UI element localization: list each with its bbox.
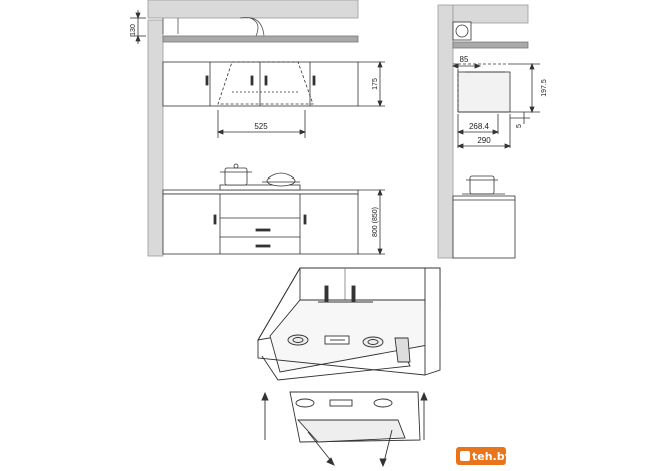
hood-width-label: 525 (254, 122, 268, 131)
front-shelf (163, 36, 358, 42)
front-ceiling (148, 0, 358, 18)
cabinet-height-label: 175 (372, 78, 379, 90)
hood-logo-icon (460, 451, 470, 461)
counter-height-label: 800 (850) (372, 207, 379, 237)
front-duct (163, 17, 264, 36)
ceiling-gap-label: 130 (130, 24, 137, 36)
depth-outer-label: 290 (477, 136, 491, 145)
hood-side-panel (425, 268, 440, 375)
side-pot-icon (470, 176, 494, 194)
front-wall (148, 20, 163, 256)
front-gap-label: 5 (516, 124, 523, 128)
lamp-left-icon (288, 335, 308, 345)
side-wall (438, 5, 453, 258)
side-height-label: 197.5 (541, 79, 548, 97)
pot-icon (225, 168, 247, 185)
watermark (456, 447, 512, 465)
hood-3d-view (258, 268, 440, 466)
side-ceiling (453, 5, 528, 23)
mount-slot-icon (325, 286, 328, 302)
side-shelf (453, 42, 528, 48)
side-view (438, 5, 540, 258)
side-hood (458, 72, 510, 112)
counter-top (163, 190, 358, 194)
side-offset-label: 85 (459, 55, 469, 64)
upper-cabinets (163, 62, 358, 106)
panel-lamp-right-icon (374, 399, 392, 407)
watermark-label: teh.by (472, 450, 512, 463)
panel-lamp-left-icon (296, 399, 314, 407)
side-counter (453, 196, 515, 258)
lamp-right-icon (363, 337, 383, 347)
grease-filter (395, 338, 410, 362)
depth-inner-label: 268.4 (468, 122, 490, 131)
